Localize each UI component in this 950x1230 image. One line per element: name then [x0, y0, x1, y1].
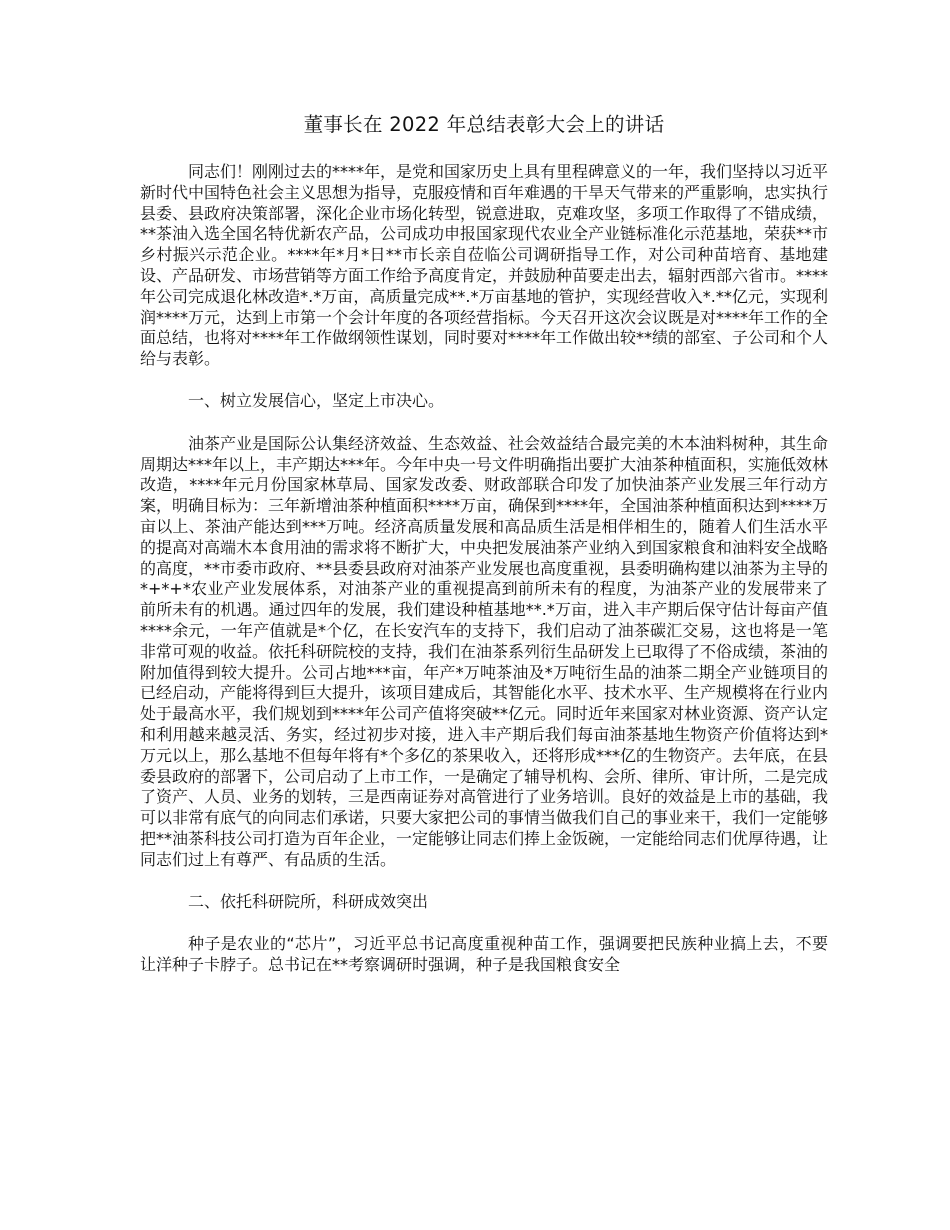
section-heading-1: 一、树立发展信心，坚定上市决心。 [188, 390, 445, 410]
section-heading-2: 二、依托科研院所，科研成效突出 [188, 891, 429, 911]
intro-paragraph: 同志们！刚刚过去的****年，是党和国家历史上具有里程碑意义的一年，我们坚持以习近平新时代中国特色社会主义思想为指导，克服疫情和百年难遇的干旱天气带来的严重影响，忠实执行县委、县政府决策部署，深化企业市场化转型，锐意进取，克难攻坚，多项工作取得了不错成绩，**茶油入选全国名特优新农产品，公司成功申报国家现代农业全产业链标准化示范基地，荣获**市乡村振兴示范企业。****年*月*日**市长亲自莅临公司调研指导工作，对公司种苗培育、基地建设、产品研发、市场营销等方面工作给予高度肯定，并鼓励种苗要走出去，辐射西部六省市。****年公司完成退化林改造*.*万亩，高质量完成**.*万亩基地的管护，实现经营收入*.**亿元，实现利润****万元，达到上市第一个会计年度的各项经营指标。今天召开这次会议既是对****年工作的全面总结，也将对****年工作做纲领性谋划，同时要对****年工作做出较**绩的部室、子公司和个人给与表彰。 [140, 162, 829, 369]
section-2-paragraph: 种子是农业的“芯片”，习近平总书记高度重视种苗工作，强调要把民族种业搞上去，不要让洋种子卡脖子。总书记在**考察调研时强调，种子是我国粮食安全 [140, 934, 828, 975]
document-title: 董事长在 2022 年总结表彰大会上的讲话 [303, 113, 665, 136]
document-page [140, 110, 828, 976]
section-1-paragraph: 油茶产业是国际公认集经济效益、生态效益、社会效益结合最完美的木本油料树种，其生命周期达***年以上，丰产期达***年。今年中央一号文件明确指出要扩大油茶种植面积，实施低效林改造，****年元月份国家林草局、国家发改委、财政部联合印发了加快油茶产业发展三年行动方案，明确目标为：三年新增油茶种植面积****万亩，确保到****年，全国油茶种植面积达到****万亩以上、茶油产能达到***万吨。经济高质量发展和高品质生活是相伴相生的，随着人们生活水平的提高对高端木本食用油的需求将不断扩大，中央把发展油茶产业纳入到国家粮食和油料安全战略的高度，**市委市政府、**县委县政府对油茶产业发展也高度重视，县委明确构建以油茶为主导的*+*+*农业产业发展体系，对油茶产业的重视提高到前所未有的程度，为油茶产业的发展带来了前所未有的机遇。通过四年的发展，我们建设种植基地**.*万亩，进入丰产期后保守估计每亩产值****余元，一年产值就是*个亿，在长安汽车的支持下，我们启动了油茶碳汇交易，这也将是一笔非常可观的收益。依托科研院校的支持，我们在油茶系列衍生品研发上已取得了不俗成绩，茶油的附加值得到较大提升。公司占地***亩，年产*万吨茶油及*万吨衍生品的油茶二期全产业链项目的已经启动，产能将得到巨大提升，该项目建成后，其智能化水平、技术水平、生产规模将在行业内处于最高水平，我们规划到****年公司产值将突破**亿元。同时近年来国家对林业资源、资产认定和利用越来越灵活、务实，经过初步对接，进入丰产期后我们每亩油茶基地生物资产价值将达到*万元以上，那么基地不但每年将有*个多亿的茶果收入，还将形成***亿的生物资产。去年底，在县委县政府的部署下，公司启动了上市工作，一是确定了辅导机构、会所、律所、审计所，二是完成了资产、人员、业务的划转，三是西南证券对高管进行了业务培训。良好的效益是上市的基础，我可以非常有底气的向同志们承诺，只要大家把公司的事情当做我们自己的事业来干，我们一定能够把**油茶科技公司打造为百年企业，一定能够让同志们捧上金饭碗，一定能给同志们优厚待遇，让同志们过上有尊严、有品质的生活。 [140, 433, 829, 869]
